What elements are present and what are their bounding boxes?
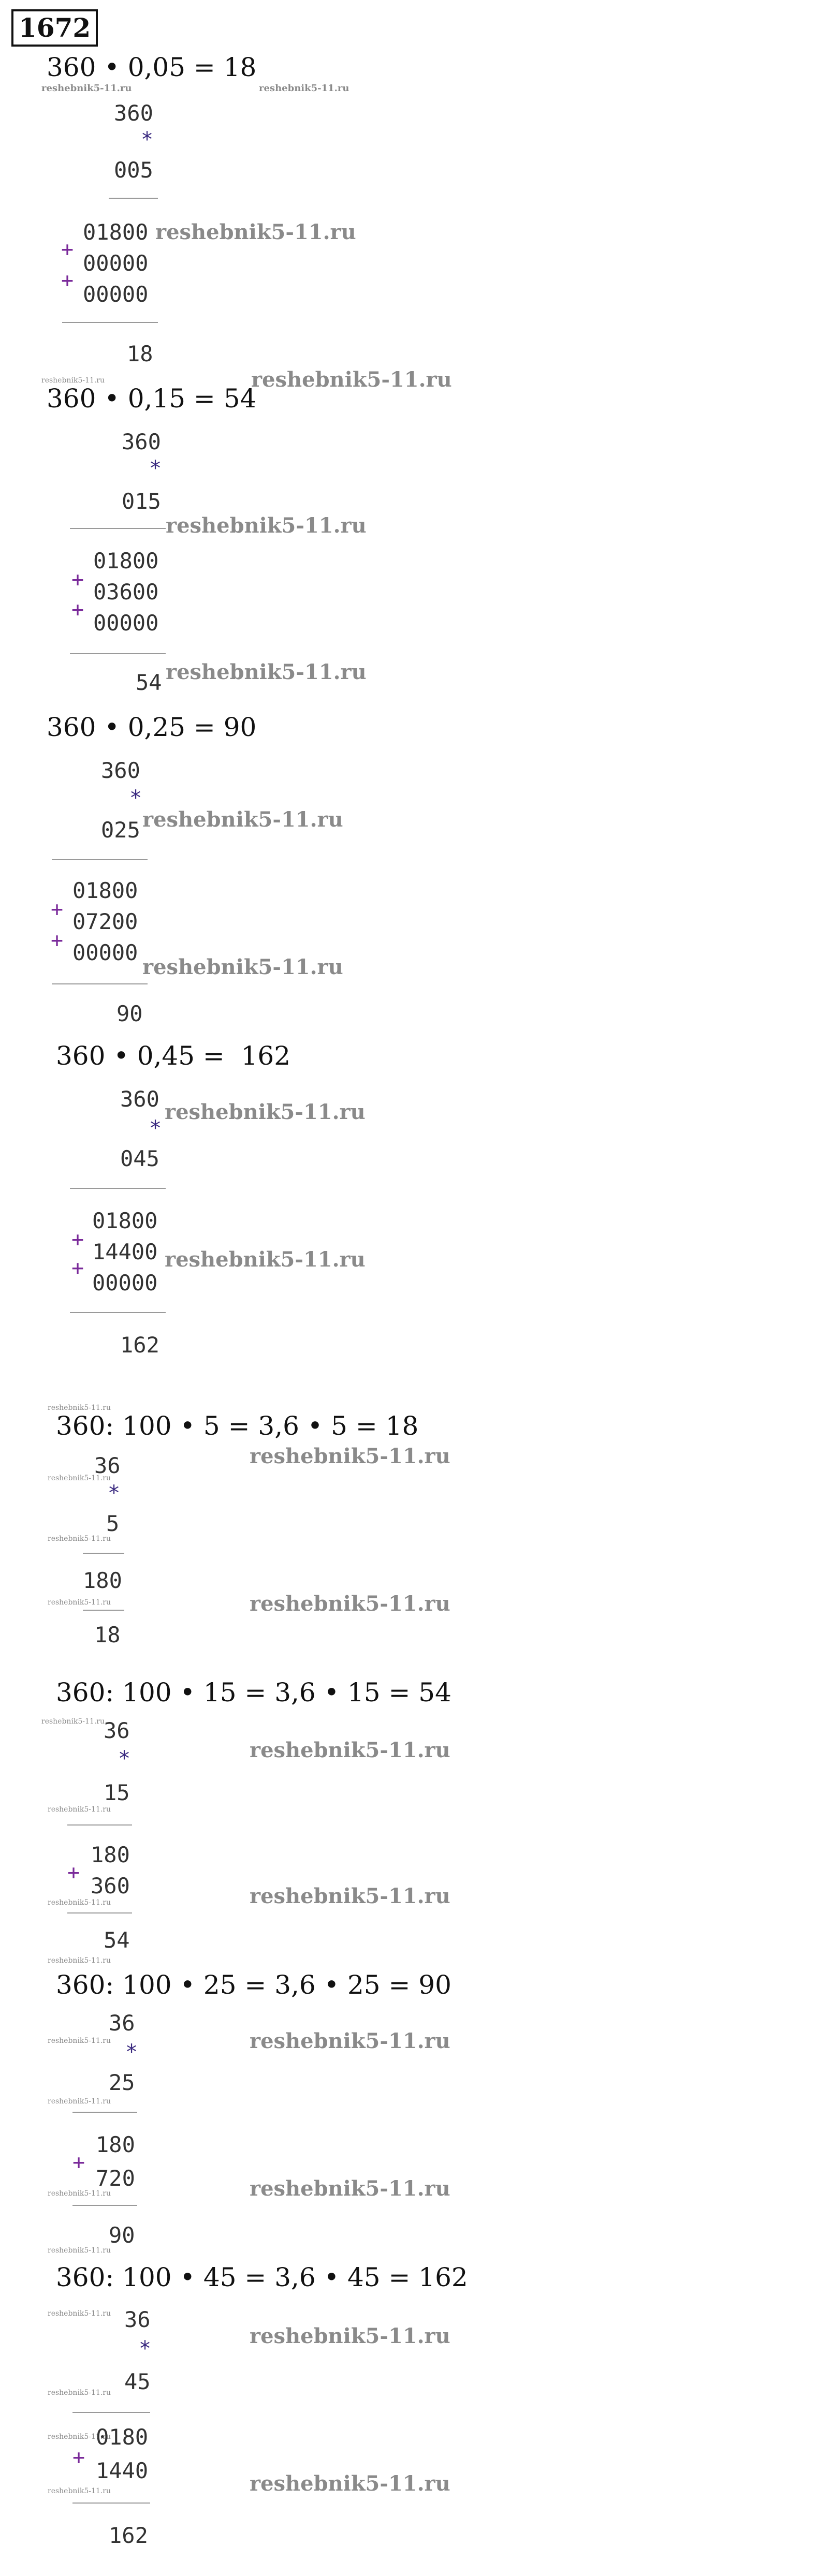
multiplicand: 360 xyxy=(120,1086,159,1112)
watermark: reshebnik5-11.ru xyxy=(251,367,452,392)
multiply-sign: * xyxy=(149,457,162,480)
watermark: reshebnik5-11.ru xyxy=(48,2189,111,2198)
divider-line xyxy=(67,1912,132,1913)
multiply-sign: * xyxy=(141,128,154,152)
partial-product: 00000 xyxy=(72,940,138,965)
watermark: reshebnik5-11.ru xyxy=(250,2176,450,2201)
divider-line xyxy=(83,1553,124,1554)
watermark: reshebnik5-11.ru xyxy=(48,2433,111,2441)
partial-product: 180 xyxy=(96,2132,135,2157)
watermark: reshebnik5-11.ru xyxy=(250,1884,450,1908)
plus-sign: + xyxy=(51,929,64,952)
divider-line xyxy=(67,1824,132,1826)
watermark: reshebnik5-11.ru xyxy=(250,2471,450,2496)
divider-line xyxy=(70,653,166,654)
plus-sign: + xyxy=(72,2446,85,2469)
partial-product: 00000 xyxy=(83,251,149,276)
multiply-sign: * xyxy=(108,1481,121,1505)
partial-product: 01800 xyxy=(72,878,138,903)
multiplier: 15 xyxy=(104,1780,130,1805)
divider-line xyxy=(62,322,158,323)
multiplier: 005 xyxy=(114,157,153,183)
partial-product: 00000 xyxy=(92,1270,158,1296)
equation: 360 • 0,45 = 162 xyxy=(56,1041,291,1071)
multiplicand: 360 xyxy=(122,429,161,454)
equation: 360: 100 • 5 = 3,6 • 5 = 18 xyxy=(56,1411,419,1441)
plus-sign: + xyxy=(51,897,64,921)
plus-sign: + xyxy=(72,2151,85,2174)
product-result: 90 xyxy=(116,1001,143,1026)
problem-number: 1672 xyxy=(11,9,98,47)
watermark: reshebnik5-11.ru xyxy=(250,1738,450,1762)
plus-sign: + xyxy=(71,598,84,622)
watermark: reshebnik5-11.ru xyxy=(48,2389,111,2397)
watermark: reshebnik5-11.ru xyxy=(48,1404,111,1412)
watermark: reshebnik5-11.ru xyxy=(155,220,356,244)
plus-sign: + xyxy=(61,269,74,292)
watermark: reshebnik5-11.ru xyxy=(259,83,349,94)
multiply-sign: * xyxy=(149,1116,162,1140)
partial-product: 180 xyxy=(83,1568,122,1593)
partial-product: 360 xyxy=(91,1873,130,1898)
watermark: reshebnik5-11.ru xyxy=(48,1598,111,1607)
product-result: 162 xyxy=(120,1332,159,1358)
plus-sign: + xyxy=(61,238,74,261)
partial-product: 03600 xyxy=(93,579,159,605)
divider-line xyxy=(72,2112,137,2113)
multiplicand: 360 xyxy=(101,758,140,783)
watermark: reshebnik5-11.ru xyxy=(48,2487,111,2495)
watermark: reshebnik5-11.ru xyxy=(41,1717,105,1726)
watermark: reshebnik5-11.ru xyxy=(142,807,343,832)
watermark: reshebnik5-11.ru xyxy=(166,660,367,684)
multiplier: 045 xyxy=(120,1146,159,1171)
divider-line xyxy=(52,983,148,984)
multiplier: 025 xyxy=(101,817,140,843)
equation: 360 • 0,05 = 18 xyxy=(47,52,257,82)
multiply-sign: * xyxy=(129,786,142,810)
watermark: reshebnik5-11.ru xyxy=(48,1805,111,1814)
product-result: 90 xyxy=(109,2222,135,2248)
equation: 360 • 0,15 = 54 xyxy=(47,384,257,414)
divider-line xyxy=(72,2205,137,2206)
watermark: reshebnik5-11.ru xyxy=(48,1474,111,1482)
multiplicand: 36 xyxy=(104,1718,130,1743)
product-result: 54 xyxy=(104,1927,130,1953)
divider-line xyxy=(72,2412,150,2413)
watermark: reshebnik5-11.ru xyxy=(250,1592,450,1616)
equation: 360: 100 • 45 = 3,6 • 45 = 162 xyxy=(56,2262,468,2292)
multiplier: 5 xyxy=(106,1511,120,1536)
product-result: 162 xyxy=(109,2523,148,2548)
partial-product: 180 xyxy=(91,1842,130,1867)
partial-product: 1440 xyxy=(96,2458,149,2483)
partial-product: 0180 xyxy=(96,2424,149,2450)
product-result: 18 xyxy=(94,1622,121,1647)
watermark: reshebnik5-11.ru xyxy=(250,2029,450,2053)
plus-sign: + xyxy=(71,1228,84,1252)
equation: 360: 100 • 15 = 3,6 • 15 = 54 xyxy=(56,1677,451,1707)
watermark: reshebnik5-11.ru xyxy=(165,1100,366,1124)
multiplier: 25 xyxy=(109,2070,135,2095)
watermark: reshebnik5-11.ru xyxy=(48,2246,111,2255)
divider-line xyxy=(72,2503,150,2504)
plus-sign: + xyxy=(71,568,84,592)
partial-product: 01800 xyxy=(93,548,159,573)
multiply-sign: * xyxy=(139,2337,152,2361)
watermark: reshebnik5-11.ru xyxy=(48,2309,111,2318)
watermark: reshebnik5-11.ru xyxy=(48,1535,111,1543)
multiplier: 015 xyxy=(122,489,161,514)
equation: 360 • 0,25 = 90 xyxy=(47,712,257,742)
equation: 360: 100 • 25 = 3,6 • 25 = 90 xyxy=(56,1970,451,2000)
partial-product: 07200 xyxy=(72,909,138,934)
multiplier: 45 xyxy=(124,2369,151,2394)
plus-sign: + xyxy=(67,1861,80,1885)
divider-line xyxy=(70,528,166,529)
plus-sign: + xyxy=(71,1256,84,1280)
partial-product: 14400 xyxy=(92,1239,158,1264)
watermark: reshebnik5-11.ru xyxy=(41,376,105,385)
multiply-sign: * xyxy=(125,2040,138,2064)
watermark: reshebnik5-11.ru xyxy=(48,2097,111,2106)
watermark: reshebnik5-11.ru xyxy=(48,2037,111,2045)
divider-line xyxy=(109,198,158,199)
watermark: reshebnik5-11.ru xyxy=(250,2324,450,2348)
product-result: 18 xyxy=(127,341,153,366)
partial-product: 01800 xyxy=(92,1208,158,1233)
multiplicand: 36 xyxy=(124,2307,151,2332)
partial-product: 720 xyxy=(96,2166,135,2191)
watermark: reshebnik5-11.ru xyxy=(142,955,343,979)
watermark: reshebnik5-11.ru xyxy=(48,1956,111,1965)
partial-product: 00000 xyxy=(93,610,159,636)
multiplicand: 360 xyxy=(114,100,153,126)
multiply-sign: * xyxy=(118,1747,131,1771)
divider-line xyxy=(70,1312,166,1313)
multiplicand: 36 xyxy=(94,1453,121,1478)
watermark: reshebnik5-11.ru xyxy=(48,1898,111,1907)
divider-line xyxy=(83,1610,124,1611)
product-result: 54 xyxy=(136,670,162,695)
multiplicand: 36 xyxy=(109,2010,135,2036)
watermark: reshebnik5-11.ru xyxy=(166,513,367,538)
watermark: reshebnik5-11.ru xyxy=(250,1444,450,1468)
divider-line xyxy=(70,1188,166,1189)
watermark: reshebnik5-11.ru xyxy=(165,1247,366,1272)
watermark: reshebnik5-11.ru xyxy=(41,83,132,94)
divider-line xyxy=(52,859,148,860)
partial-product: 00000 xyxy=(83,282,149,307)
partial-product: 01800 xyxy=(83,219,149,245)
